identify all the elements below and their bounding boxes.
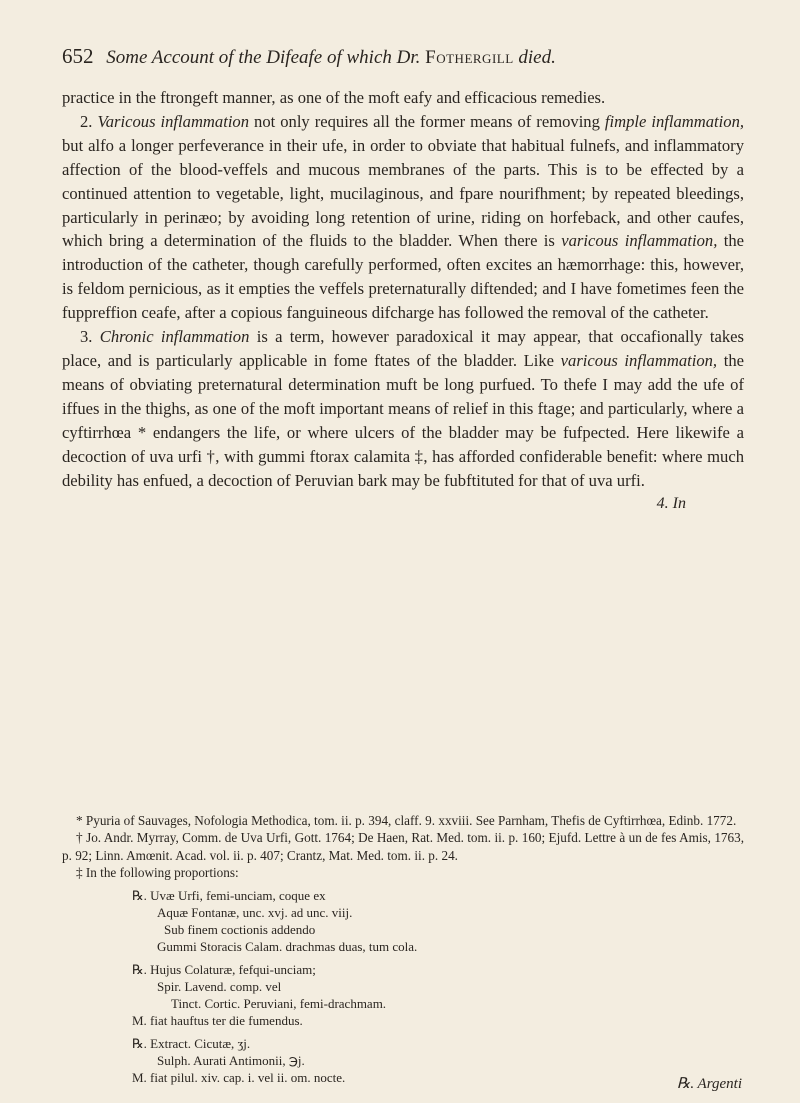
paragraph-text: is a term, however paradoxical it may appear, that occafionally takes place, and is particularly applicable in fome ftates of the bladder. Like [62,327,744,370]
italic-term: Varicous inflammation [97,111,250,131]
footnote-2: † Jo. Andr. Myrray, Comm. de Uva Urfi, Gott. 1764; De Haen, Rat. Med. tom. ii. p. 160; Ejufd. Lettre à un de fes Amis, 1763, p. 92; Linn. Amœnit. Acad. vol. ii. p. 407; Crantz, Mat. Med. tom. ii. p. 24. [62,830,744,863]
running-title: Some Account of the Difeafe of which Dr. [106,47,421,68]
footnote-catchword: ℞. Argenti [676,1076,742,1092]
italic-term: varicous inflammation, [561,231,718,251]
recipe-line: M. fiat pilul. xiv. cap. i. vel ii. om. nocte. [132,1070,346,1086]
running-head [62,44,742,69]
italic-term: varicous inflammation, [560,350,718,370]
paragraph-number: 3. [80,327,93,347]
recipe-line: ℞. Hujus Colaturæ, fefqui-unciam; [132,962,316,978]
paragraph-text: the introduction of the catheter, though carefully performed, often excites an hæmorrhage: this, however, is feldom pernicious, as it empties the veffels preternaturally diftended; and I have fometimes feen the fuppreffion ceafe, after a copious fanguineous difcharge has followed the removal of the catheter. [62,231,745,323]
recipe-line: Sub finem coctionis addendo [164,922,316,938]
footnote-1: * Pyuria of Sauvages, Nofologia Methodica, tom. ii. p. 394, claff. 9. xxviii. See Parnham, Thefis de Cyftirrhœa, Edinb. 1772. [76,813,737,828]
paragraph-number: 2. [80,111,93,131]
paragraph-text: but alfo a longer perfeverance in their ufe, in order to obviate that habitual fulnefs, and inflammatory affection of the blood-veffels and mucous membranes of the parts. This is to be effected by a continued attention to vegetable, light, mucilaginous, and fpare nourifhment; by repeated bleedings, particularly in perinæo; by avoiding long retention of urine, riding on horfeback, and other caufes, which bring a determination of the fluids to the bladder. When there is [62,135,744,251]
recipe-line: Tinct. Cortic. Peruviani, femi-drachmam. [171,996,387,1012]
italic-term: Chronic inflammation [99,327,250,347]
prescriptions [62,887,744,1086]
recipe-line: ℞. Extract. Cicutæ, ʒj. [132,1036,251,1052]
footnote-3: ‡ In the following proportions: [76,864,239,880]
footnotes [62,812,744,1086]
paragraph-continued: practice in the ftrongeft manner, as one of the moft eafy and efficacious remedies. [62,88,606,107]
catchword: 4. In [656,495,686,513]
italic-term: fimple inflammation, [604,111,745,131]
recipe-line: Gummi Storacis Calam. drachmas duas, tum cola. [157,939,418,955]
paragraph-2 [62,110,744,325]
recipe-line: Aquæ Fontanæ, unc. xvj. ad unc. viij. [157,905,353,921]
recipe-line: M. fiat hauftus ter die fumendus. [132,1013,303,1029]
recipe-line: Sulph. Aurati Antimonii, ℈j. [157,1053,305,1069]
recipe-line: Spir. Lavend. comp. vel [157,979,282,995]
main-text [62,86,744,516]
paragraph-text: the means of obviating preternatural determination muft be long purfued. To thefe I may add the ufe of iffues in the thighs, as one of the moft important means of relief in this ftage; and particularly, where a cyftirrhœa * endangers the life, or where ulcers of the bladder may be fufpected. Here likewife a decoction of uva urfi †, with gummi ftorax calamita ‡, has afforded confiderable benefit: where much debility has enfued, a decoction of Peruvian bark may be fubftituted for that of uva urfi. [62,350,744,490]
page-number: 652 [62,44,94,68]
running-title-suffix: died. [518,47,556,68]
running-title-name: Fothergill [425,47,514,68]
paragraph-3 [62,325,744,492]
paragraph-text: not only requires all the former means of removing [254,111,600,131]
recipe-line: ℞. Uvæ Urfi, femi-unciam, coque ex [132,888,326,904]
